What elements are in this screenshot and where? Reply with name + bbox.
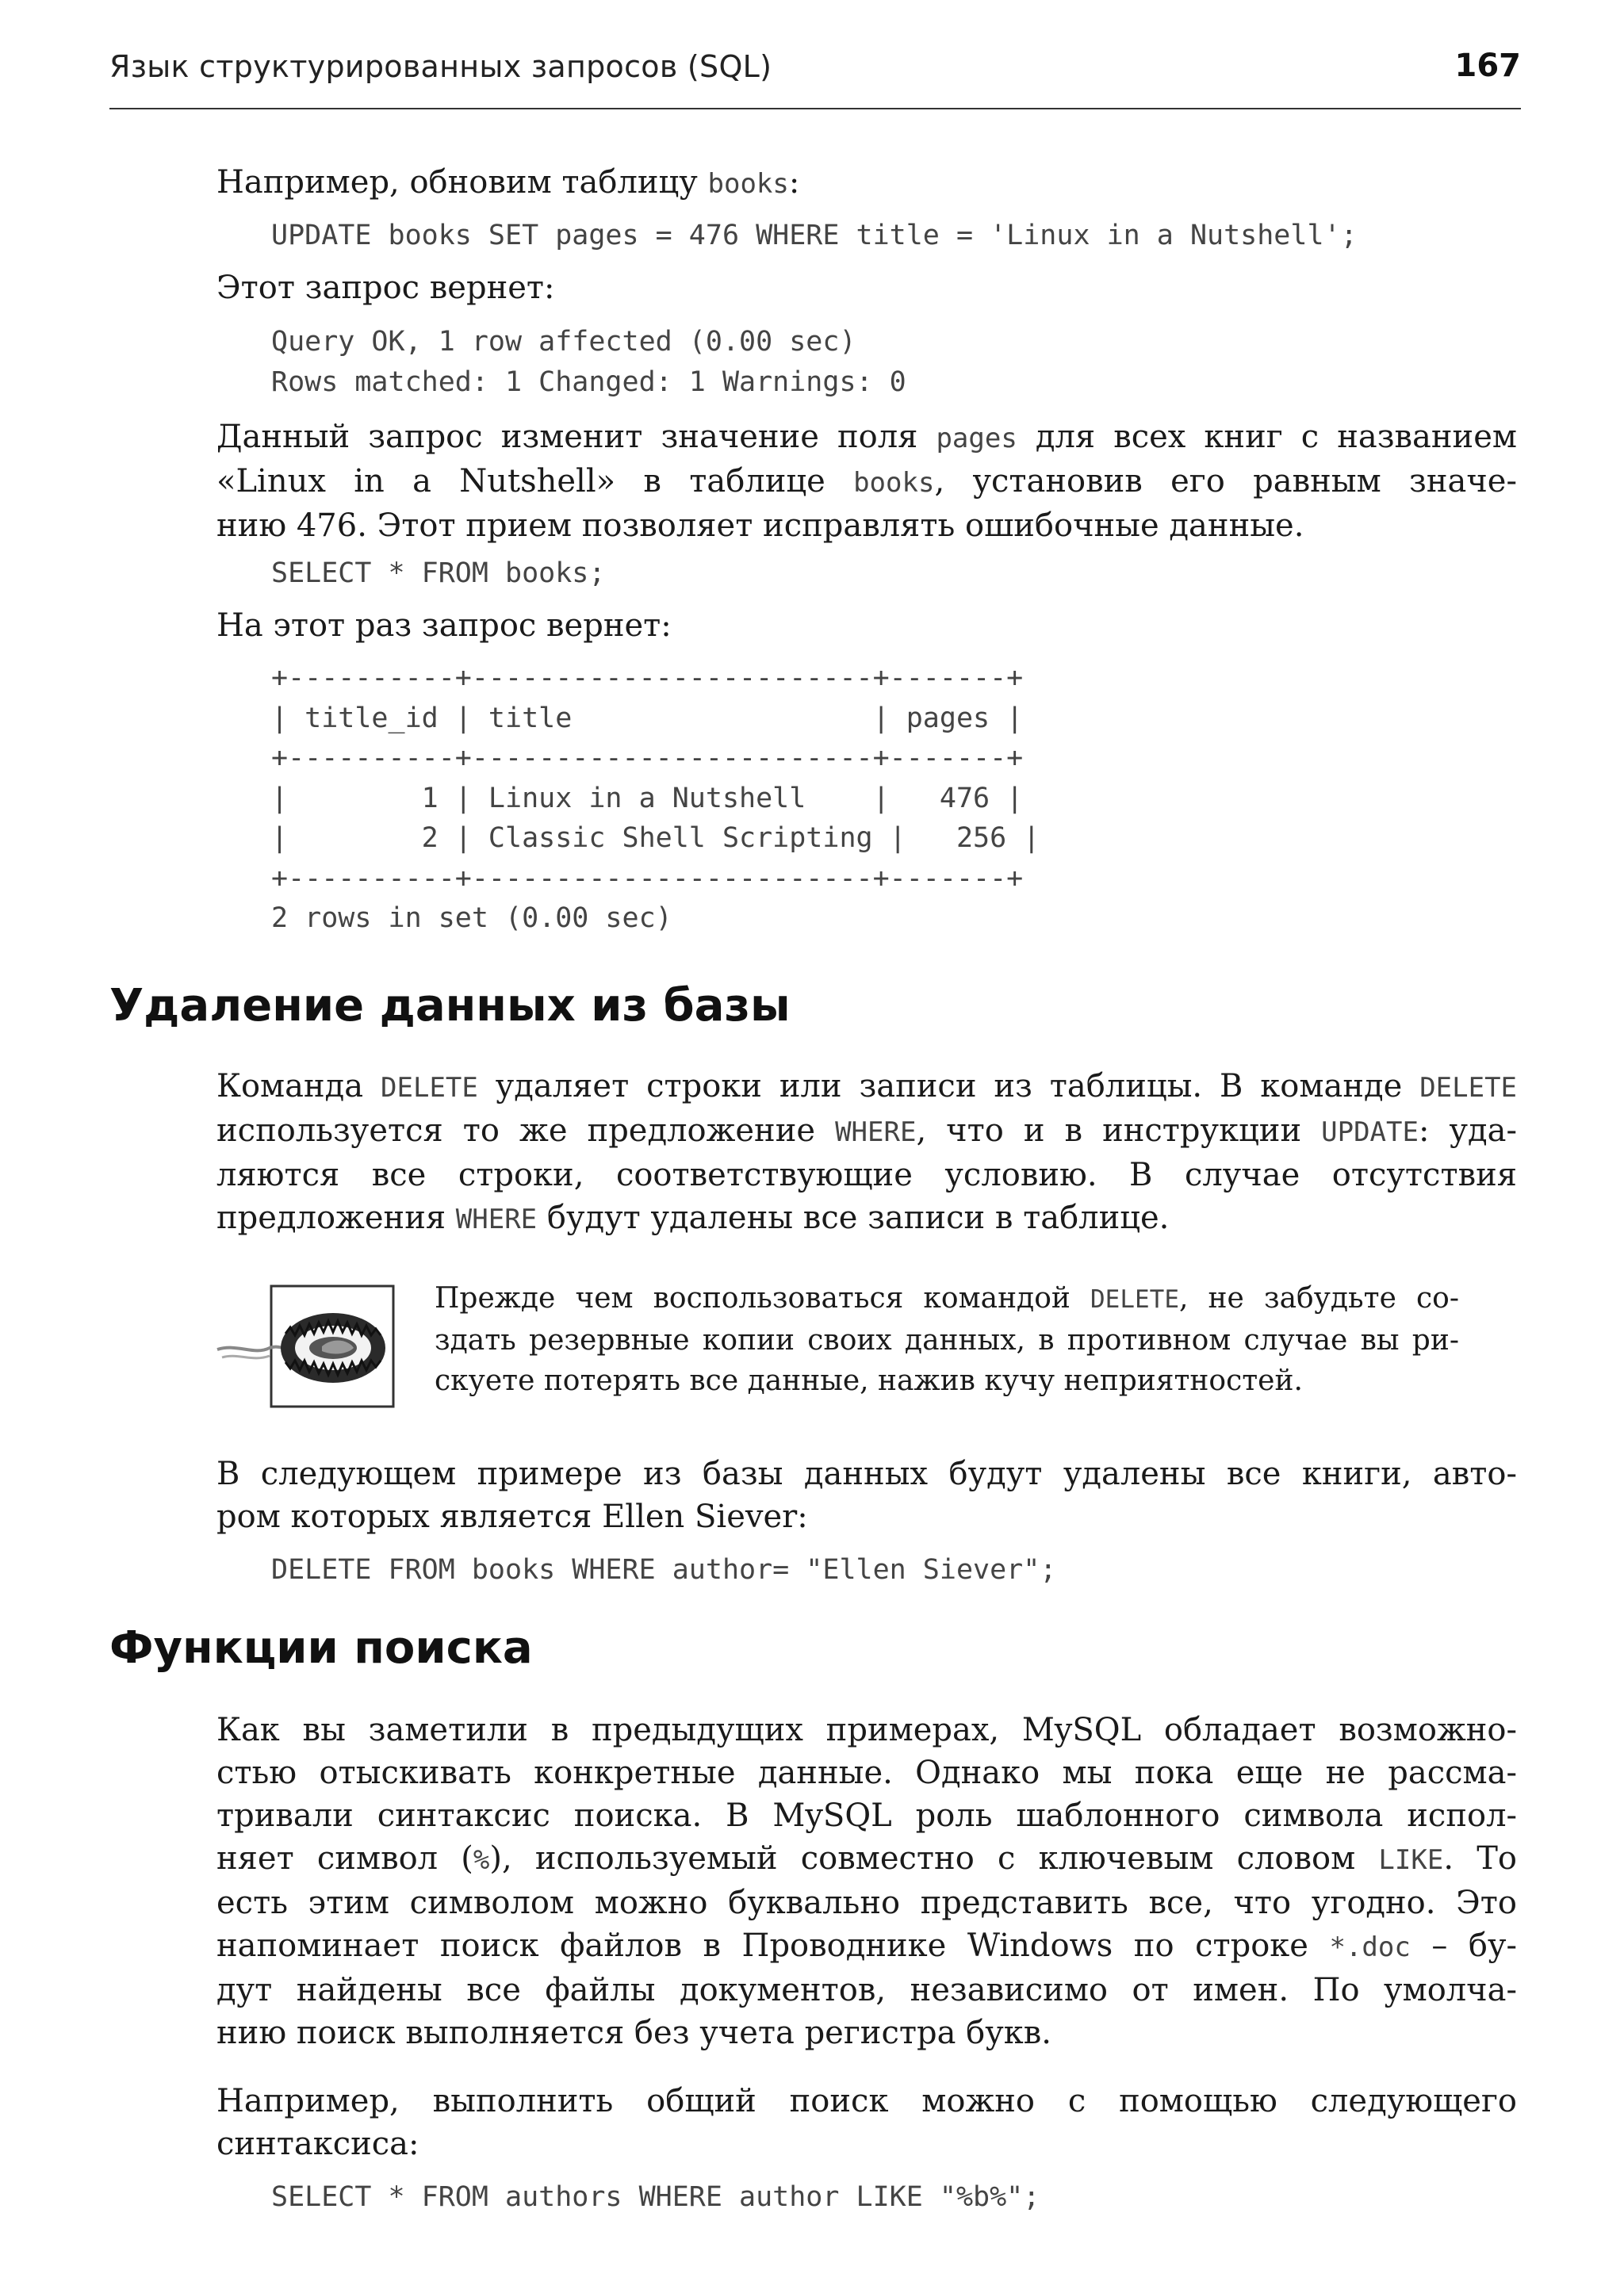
paragraph-query-returns: Этот запрос вернет: [216,270,555,306]
running-header [109,46,1521,109]
paragraph-line: ляются все строки, соответствующие условию. В случае отсутствия [216,1157,1517,1193]
running-header-title: Язык структурированных запросов (SQL) [109,49,772,84]
paragraph-line: нию поиск выполняется без учета регистра букв. [216,2015,1052,2051]
paragraph-line: няет символ (%), используемый совместно с ключевым словом LIKE. То [216,1840,1517,1877]
paragraph-line: нию 476. Этот прием позволяет исправлять ошибочные данные. [216,507,1304,544]
warning-note-text [435,1278,1459,1401]
inline-code: *.doc [1329,1931,1411,1963]
note-line: Прежде чем воспользоваться командой DELETE, не забудьте со- [435,1282,1459,1315]
inline-code: % [473,1844,490,1876]
inline-code: pages [936,423,1017,454]
paragraph-line: Данный запрос изменит значение поля pages для всех книг с названием [216,419,1517,455]
page-number: 167 [1454,48,1521,84]
paragraph-line: ром которых является Ellen Siever: [216,1499,808,1535]
paragraph-update-explanation [216,415,1517,547]
paragraph-line: дут найдены все файлы документов, независимо от имен. По умолча- [216,1972,1517,2008]
inline-code: UPDATE [1321,1116,1419,1148]
code-update-query: UPDATE books SET pages = 476 WHERE title = 'Linux in a Nutshell'; [271,220,1358,251]
inline-code: DELETE [381,1072,478,1104]
code-select-result-table: +----------+------------------------+-------+ | title_id | title | pages | +----------+------------------------+-------+ | 1 | Linux in a Nutshell | 476 | | 2 | Classic Shell Scripting | 256 | +----------+------------------------+-------+ 2 rows in set (0.00 sec) [271,662,1040,934]
paragraph-delete-intro [216,1065,1517,1241]
section-heading-delete: Удаление данных из базы [109,980,791,1032]
paragraph-line: «Linux in a Nutshell» в таблице books, установив его равным значе- [216,463,1517,500]
inline-code: books [707,168,789,200]
paragraph-update-intro [216,161,1517,205]
inline-code: LIKE [1378,1844,1444,1876]
paragraph-line: Команда DELETE удаляет строки или записи из таблицы. В команде DELETE [216,1068,1518,1104]
inline-code: WHERE [835,1116,917,1148]
paragraph-this-time: На этот раз запрос вернет: [216,607,672,644]
paragraph-line: Как вы заметили в предыдущих примерах, MySQL обладает возможно- [216,1712,1517,1748]
paragraph-line: стью отыскивать конкретные данные. Однако мы пока еще не рассма- [216,1755,1517,1791]
code-delete-query: DELETE FROM books WHERE author= "Ellen Siever"; [271,1554,1057,1586]
inline-code: WHERE [455,1204,538,1235]
paragraph-line: напоминает поиск файлов в Проводнике Windows по строке *.doc – бу- [216,1928,1518,1964]
code-update-result: Query OK, 1 row affected (0.00 sec) Rows matched: 1 Changed: 1 Warnings: 0 [271,326,906,398]
paragraph-text: Например, обновим таблицу [216,164,708,201]
note-line: здать резервные копии своих данных, в противном случае вы ри- [435,1324,1459,1357]
paragraph-line: В следующем примере из базы данных будут удалены все книги, авто- [216,1456,1517,1492]
section-heading-search: Функции поиска [109,1622,533,1674]
code-select-books: SELECT * FROM books; [271,557,606,589]
paragraph-line: синтаксиса: [216,2126,419,2162]
paragraph-text: : [788,164,800,201]
paragraph-line: используется то же предложение WHERE, что и в инструкции UPDATE: уда- [216,1112,1517,1149]
paragraph-line: тривали синтаксис поиска. В MySQL роль шаблонного символа испол- [216,1797,1517,1834]
paragraph-line: Например, выполнить общий поиск можно с помощью следующего [216,2083,1517,2119]
code-like-query: SELECT * FROM authors WHERE author LIKE "%b%"; [271,2181,1040,2213]
paragraph-line: предложения WHERE будут удалены все записи в таблице. [216,1200,1170,1236]
inline-code: DELETE [1419,1072,1518,1104]
paragraph-search-intro [216,1709,1517,2054]
trap-warning-icon [214,1284,396,1411]
paragraph-search-example [216,2080,1517,2165]
warning-note [214,1278,1515,1413]
paragraph-line: есть этим символом можно буквально представить все, что угодно. Это [216,1885,1517,1921]
inline-code: books [853,467,935,499]
paragraph-delete-example [216,1453,1517,1538]
inline-code: DELETE [1090,1285,1179,1314]
note-line: скуете потерять все данные, нажив кучу неприятностей. [435,1365,1303,1397]
